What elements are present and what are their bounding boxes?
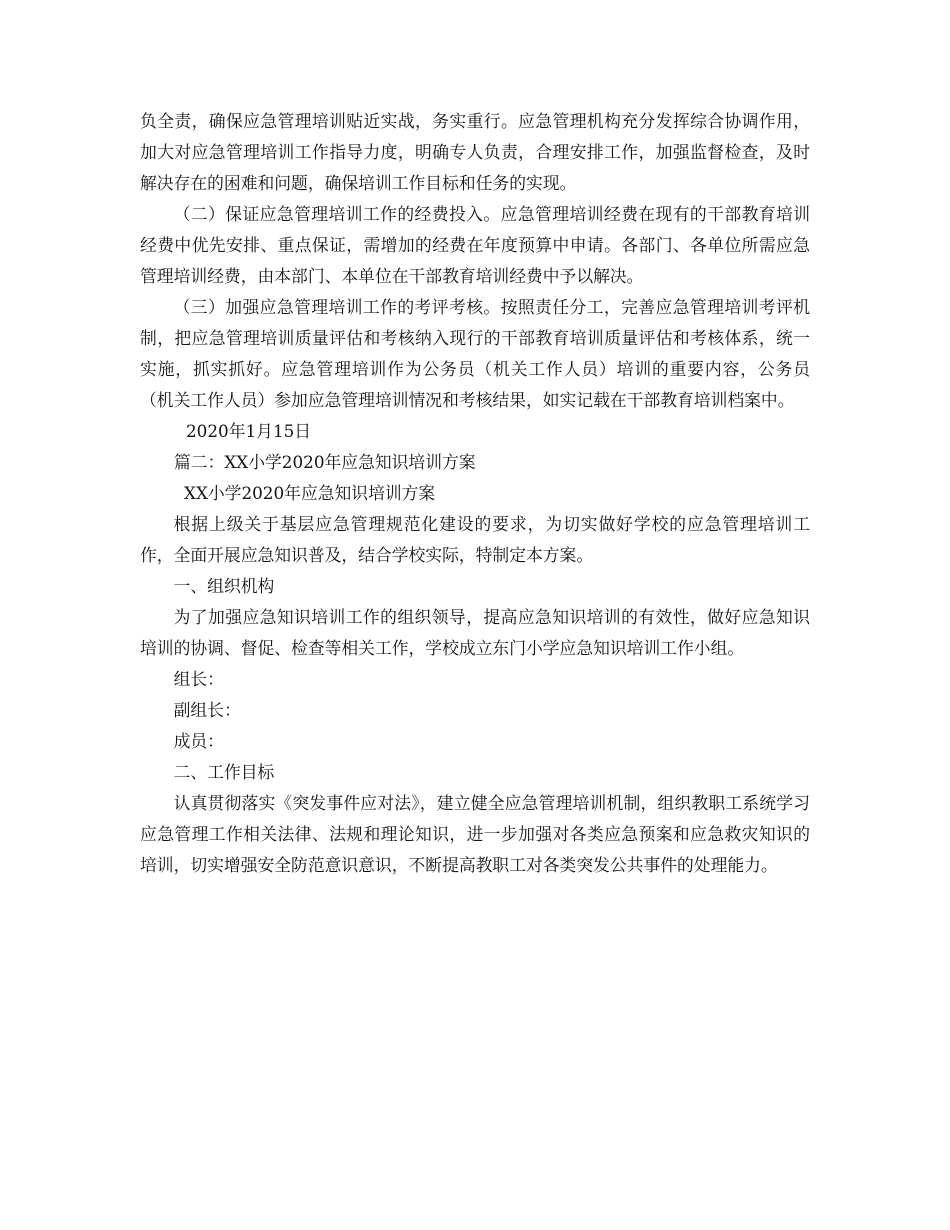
plan-title: XX小学2020年应急知识培训方案: [184, 483, 436, 503]
document-date: 2020年1月15日: [186, 421, 312, 441]
paragraph-funding: （二）保证应急管理培训工作的经费投入。应急管理培训经费在现有的干部教育培训经费中优先安排、重点保证，需增加的经费在年度预算中申请。各部门、各单位所需应急管理培训经费，由本部门、本单位在干部教育培训经费中予以解决。: [140, 204, 810, 286]
paragraph-responsibility: 负全责，确保应急管理培训贴近实战，务实重行。应急管理机构充分发挥综合协调作用，加大对应急管理培训工作指导力度，明确专人负责，合理安排工作，加强监督检查，及时解决存在的困难和问题，确保培训工作目标和任务的实现。: [140, 111, 810, 193]
section-heading-goals: 二、工作目标: [173, 762, 275, 782]
paragraph-goals: 认真贯彻落实《突发事件应对法》，建立健全应急管理培训机制，组织教职工系统学习应急管理工作相关法律、法规和理论知识，进一步加强对各类应急预案和应急救灾知识的培训，切实增强安全防范意识意识，不断提高教职工对各类突发公共事件的处理能力。: [140, 793, 810, 875]
paragraph-assessment: （三）加强应急管理培训工作的考评考核。按照责任分工，完善应急管理培训考评机制，把应急管理培训质量评估和考核纳入现行的干部教育培训质量评估和考核体系，统一实施，抓实抓好。应急管理培训作为公务员（机关工作人员）培训的重要内容，公务员（机关工作人员）参加应急管理培训情况和考核结果，如实记载在干部教育培训档案中。: [140, 297, 810, 410]
members-line: 成员：: [173, 731, 224, 751]
group-leader-line: 组长：: [173, 669, 224, 689]
document-body: [140, 106, 810, 881]
section-heading-organization: 一、组织机构: [173, 576, 275, 596]
paragraph-organization: 为了加强应急知识培训工作的组织领导，提高应急知识培训的有效性，做好应急知识培训的协调、督促、检查等相关工作，学校成立东门小学应急知识培训工作小组。: [140, 607, 810, 658]
paragraph-intro: 根据上级关于基层应急管理规范化建设的要求，为切实做好学校的应急管理培训工作，全面开展应急知识普及，结合学校实际，特制定本方案。: [140, 514, 810, 565]
deputy-leader-line: 副组长：: [173, 700, 241, 720]
chapter-heading: 篇二：XX小学2020年应急知识培训方案: [174, 452, 476, 472]
